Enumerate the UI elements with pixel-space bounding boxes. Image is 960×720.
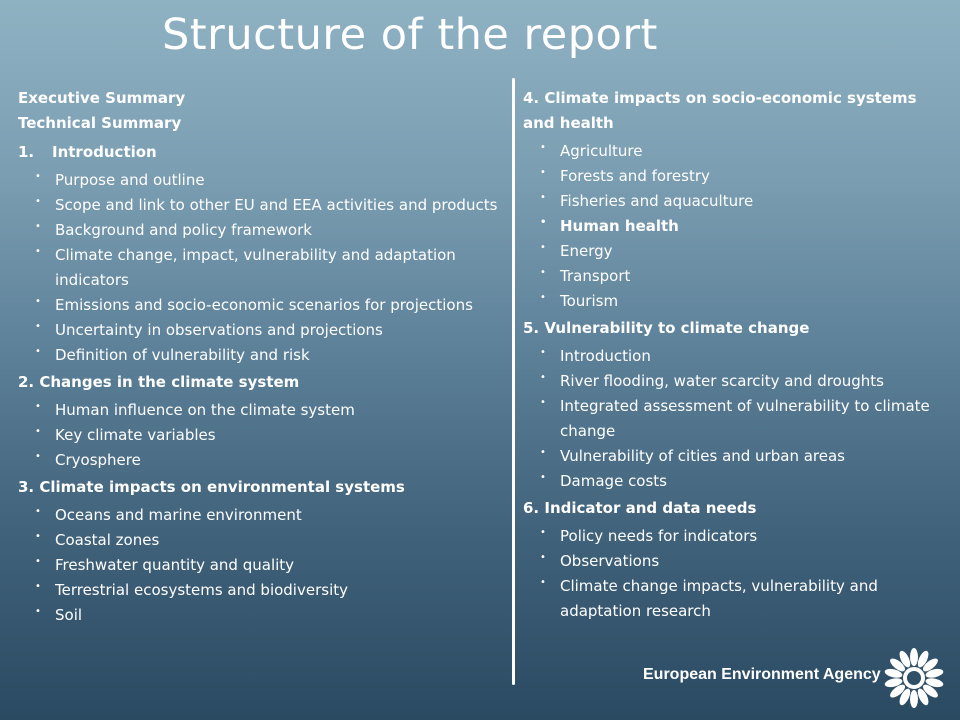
bullet-icon: • xyxy=(35,196,41,207)
list-item xyxy=(523,189,943,214)
list-item xyxy=(18,398,498,423)
list-item xyxy=(523,239,943,264)
bullet-icon: • xyxy=(35,426,41,437)
bullet-icon: • xyxy=(540,372,546,383)
list-item xyxy=(523,369,943,394)
bullet-icon: • xyxy=(35,531,41,542)
list-item-text: Uncertainty in observations and projections xyxy=(55,321,383,339)
section-3-list xyxy=(18,503,498,628)
bullet-icon: • xyxy=(540,397,546,408)
list-item-text: Soil xyxy=(55,606,83,624)
list-item-text: Definition of vulnerability and risk xyxy=(55,346,310,364)
list-item xyxy=(18,553,498,578)
list-item-text: Background and policy framework xyxy=(55,221,312,239)
bullet-icon: • xyxy=(540,552,546,563)
list-item xyxy=(523,524,943,549)
list-item xyxy=(523,344,943,369)
logo-petal xyxy=(910,648,918,666)
list-item-text: Integrated assessment of vulnerability to climate change xyxy=(560,397,930,440)
list-item-text: Fisheries and aquaculture xyxy=(560,192,754,210)
list-item xyxy=(523,289,943,314)
bullet-icon: • xyxy=(540,267,546,278)
list-item xyxy=(523,139,943,164)
slide-title: Structure of the report xyxy=(162,10,658,60)
bullet-icon: • xyxy=(35,556,41,567)
list-item-highlighted xyxy=(523,214,943,239)
bullet-icon: • xyxy=(35,346,41,357)
right-column xyxy=(523,86,943,626)
list-item-text: Introduction xyxy=(560,347,651,365)
list-item-text: Climate change impacts, vulnerability and adaptation research xyxy=(560,577,878,620)
list-item xyxy=(18,603,498,628)
list-item-text: Vulnerability of cities and urban areas xyxy=(560,447,845,465)
list-item-text: Observations xyxy=(560,552,660,570)
list-item-text: Agriculture xyxy=(560,142,643,160)
technical-summary-heading: Technical Summary xyxy=(18,114,182,132)
list-item-text: Key climate variables xyxy=(55,426,216,444)
list-item xyxy=(523,574,943,624)
bullet-icon: • xyxy=(35,221,41,232)
list-item-text: Energy xyxy=(560,242,613,260)
list-item xyxy=(18,423,498,448)
section-6-heading: 6. Indicator and data needs xyxy=(523,499,757,517)
list-item-text: Policy needs for indicators xyxy=(560,527,758,545)
section-6-list xyxy=(523,524,943,624)
bullet-icon: • xyxy=(540,167,546,178)
list-item-text: Oceans and marine environment xyxy=(55,506,302,524)
left-column xyxy=(18,86,498,630)
list-item-text: Terrestrial ecosystems and biodiversity xyxy=(55,581,348,599)
section-1-list xyxy=(18,168,498,368)
list-item-text: Damage costs xyxy=(560,472,667,490)
section-1-number: 1. xyxy=(18,143,35,161)
list-item xyxy=(18,218,498,243)
bullet-icon: • xyxy=(35,581,41,592)
bullet-icon: • xyxy=(35,171,41,182)
list-item xyxy=(18,293,498,318)
bullet-icon: • xyxy=(540,527,546,538)
list-item xyxy=(18,168,498,193)
list-item-text: Transport xyxy=(560,267,631,285)
executive-summary-heading: Executive Summary xyxy=(18,89,186,107)
list-item-text: Emissions and socio-economic scenarios for projections xyxy=(55,296,473,314)
list-item xyxy=(523,164,943,189)
section-5-list xyxy=(523,344,943,494)
list-item-text: Tourism xyxy=(560,292,619,310)
bullet-icon: • xyxy=(540,347,546,358)
list-item-text: River flooding, water scarcity and droughts xyxy=(560,372,884,390)
list-item xyxy=(18,318,498,343)
list-item xyxy=(18,528,498,553)
list-item-text: Climate change, impact, vulnerability and adaptation indicators xyxy=(55,246,456,289)
list-item-text: Coastal zones xyxy=(55,531,160,549)
list-item xyxy=(523,549,943,574)
bullet-icon: • xyxy=(540,142,546,153)
bullet-icon: • xyxy=(35,451,41,462)
bullet-icon: • xyxy=(35,401,41,412)
bullet-icon: • xyxy=(540,472,546,483)
list-item-text: Scope and link to other EU and EEA activities and products xyxy=(55,196,498,214)
section-1-heading xyxy=(18,140,498,165)
bullet-icon: • xyxy=(35,296,41,307)
list-item-text: Forests and forestry xyxy=(560,167,710,185)
list-item xyxy=(523,264,943,289)
section-2-list xyxy=(18,398,498,473)
section-1-label: Introduction xyxy=(52,143,157,161)
bullet-icon: • xyxy=(35,506,41,517)
eea-logo-text: European Environment Agency xyxy=(643,666,881,683)
section-4-heading: 4. Climate impacts on socio-economic systems and health xyxy=(523,89,917,132)
column-divider xyxy=(512,78,515,685)
list-item xyxy=(18,343,498,368)
bullet-icon: • xyxy=(540,217,547,228)
list-item xyxy=(18,193,498,218)
list-item xyxy=(18,503,498,528)
bullet-icon: • xyxy=(540,242,546,253)
list-item xyxy=(523,469,943,494)
bullet-icon: • xyxy=(35,246,41,257)
logo-petal xyxy=(910,690,918,708)
list-item xyxy=(523,444,943,469)
bullet-icon: • xyxy=(35,321,41,332)
list-item xyxy=(523,394,943,444)
bullet-icon: • xyxy=(35,606,41,617)
section-4-list xyxy=(523,139,943,314)
list-item-text: Cryosphere xyxy=(55,451,141,469)
section-3-heading: 3. Climate impacts on environmental systems xyxy=(18,478,405,496)
list-item-text: Human influence on the climate system xyxy=(55,401,355,419)
list-item-text: Freshwater quantity and quality xyxy=(55,556,295,574)
bullet-icon: • xyxy=(540,577,546,588)
list-item xyxy=(18,243,498,293)
list-item-text: Human health xyxy=(560,217,679,235)
section-5-heading: 5. Vulnerability to climate change xyxy=(523,319,810,337)
list-item xyxy=(18,448,498,473)
section-2-heading: 2. Changes in the climate system xyxy=(18,373,300,391)
bullet-icon: • xyxy=(540,192,546,203)
bullet-icon: • xyxy=(540,292,546,303)
list-item xyxy=(18,578,498,603)
eea-sun-logo-icon xyxy=(880,644,948,712)
list-item-text: Purpose and outline xyxy=(55,171,205,189)
bullet-icon: • xyxy=(540,447,546,458)
